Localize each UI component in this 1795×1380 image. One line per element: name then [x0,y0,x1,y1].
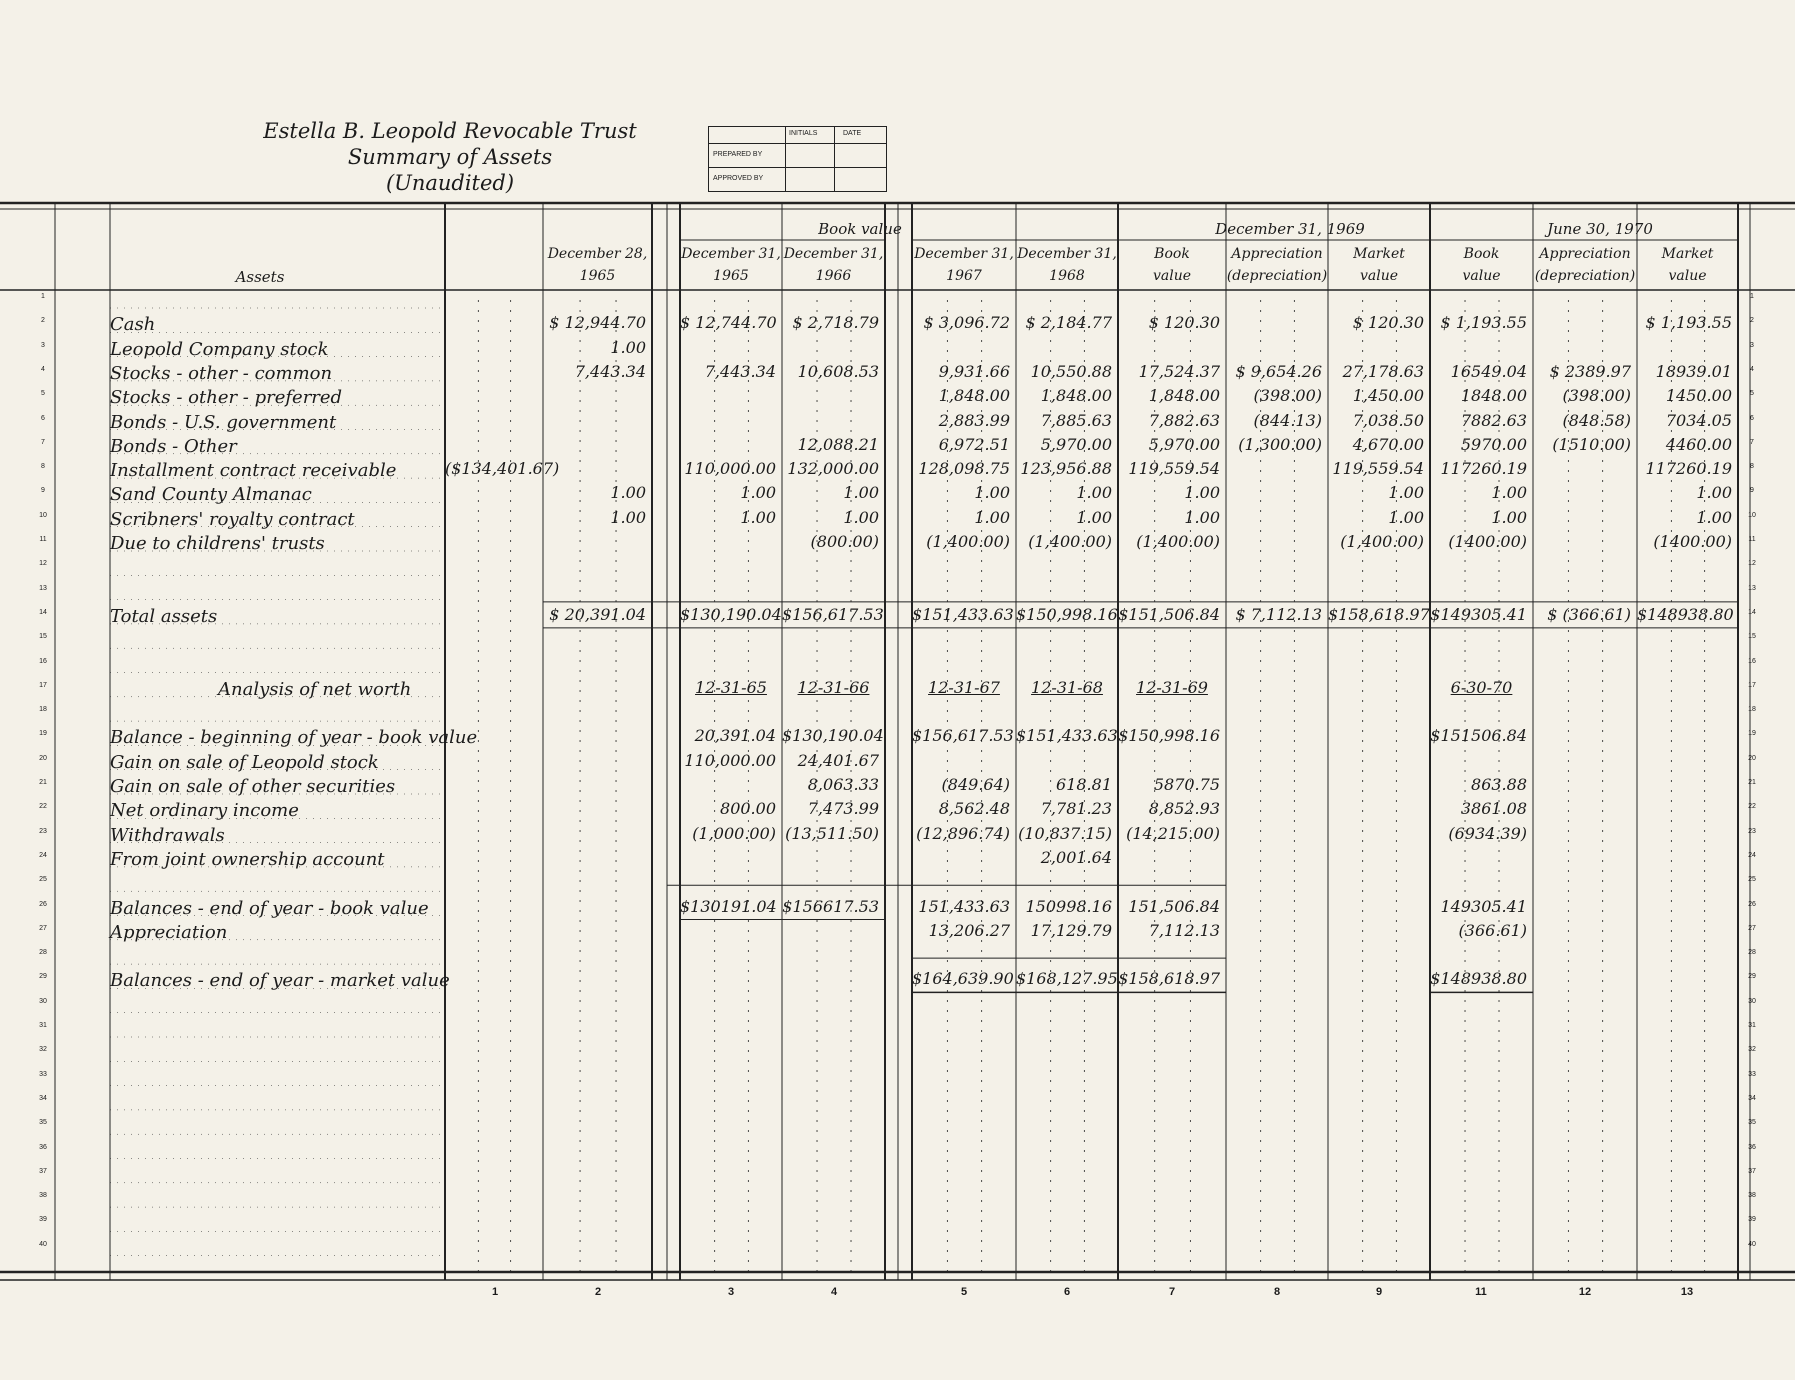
analysis-row-29-c11: $148938.80 [1430,969,1527,989]
asset-row-8-c11: 117260.19 [1440,459,1527,479]
line-number-left: 23 [39,827,47,835]
analysis-row-19-c3: 20,391.04 [694,726,776,746]
analysis-date-c5: 12-31-67 [928,677,1000,697]
line-number-right: 40 [1748,1240,1756,1248]
group-book-value: Book value [818,220,902,238]
approval-prepared-label: PREPARED BY [713,151,763,158]
total-assets-row-c12: $ (366.61) [1547,604,1631,624]
column-number-2: 2 [594,1286,602,1298]
line-number-left: 34 [39,1094,47,1102]
line-number-right: 6 [1750,414,1754,422]
header-c11-line2: value [1462,268,1501,284]
total-assets-row-c4: $156,617.53 [782,604,884,624]
column-number-7: 7 [1168,1286,1176,1298]
header-c13-line2: value [1668,268,1707,284]
line-number-left: 15 [39,633,47,641]
asset-row-10-c13: 1.00 [1696,507,1732,527]
analysis-row-27-c5: 13,206.27 [928,920,1010,940]
analysis-row-29-label: Balances - end of year - market value [110,970,450,992]
column-number-13: 13 [1680,1286,1694,1298]
line-number-left: 4 [41,365,45,373]
column-number-6: 6 [1063,1286,1071,1298]
line-number-right: 10 [1748,511,1756,519]
asset-row-6-c5: 2,883.99 [938,410,1010,430]
line-number-left: 16 [39,657,47,665]
header-c7-line2: value [1152,268,1192,284]
asset-row-9-c6: 1.00 [1076,483,1112,503]
analysis-row-22-c7: 8,852.93 [1148,799,1220,819]
line-number-right: 30 [1748,997,1756,1005]
total-assets-row-c3: $130,190.04 [680,604,782,624]
analysis-row-27-c6: 17,129.79 [1030,920,1112,940]
asset-row-8-c6: 123,956.88 [1020,459,1112,479]
analysis-row-26-c5: 151,433.63 [918,896,1010,916]
line-number-right: 18 [1748,706,1756,714]
analysis-row-22-c5: 8,562.48 [938,799,1010,819]
header-c6-line2: 1968 [1049,268,1085,284]
analysis-date-c11: 6-30-70 [1450,677,1513,697]
line-number-right: 20 [1748,754,1756,762]
asset-row-4-c13: 18939.01 [1655,361,1732,381]
total-assets-row-c8: $ 7,112.13 [1235,604,1322,624]
header-c3-line2: 1965 [713,268,749,284]
analysis-row-29-c5: $164,639.90 [912,969,1014,989]
line-number-left: 7 [41,438,45,446]
line-number-left: 39 [39,1216,47,1224]
line-number-left: 33 [39,1070,47,1078]
asset-row-2-c6: $ 2,184.77 [1025,313,1112,333]
line-number-left: 28 [39,949,47,957]
line-number-left: 2 [41,317,45,325]
analysis-row-26-c11: 149305.41 [1440,896,1527,916]
analysis-row-23-c6: (10,837.15) [1018,823,1112,843]
asset-row-11-c6: (1,400.00) [1028,532,1112,551]
line-number-left: 30 [39,997,47,1005]
line-number-right: 2 [1750,317,1754,325]
line-number-right: 8 [1750,463,1754,471]
analysis-row-26-c3: $130191.04 [680,896,777,916]
analysis-row-26-label: Balances - end of year - book value [110,897,429,919]
line-number-left: 12 [39,560,47,568]
analysis-date-c3: 12-31-65 [695,677,767,697]
analysis-date-c7: 12-31-69 [1136,677,1208,697]
line-number-right: 16 [1748,657,1756,665]
analysis-row-23-c7: (14,215.00) [1126,823,1220,843]
asset-row-4-c12: $ 2389.97 [1549,361,1631,381]
asset-row-7-c12: (1510.00) [1552,434,1631,454]
line-number-left: 6 [41,414,45,422]
title-line-3: (Unaudited) [385,171,515,195]
line-number-right: 29 [1748,973,1756,981]
line-number-right: 34 [1748,1094,1756,1102]
asset-row-7-c13: 4460.00 [1665,434,1732,454]
asset-row-10-label: Scribners' royalty contract [110,508,355,530]
title-line-2: Summary of Assets [347,145,553,169]
analysis-row-20-c4: 24,401.67 [797,750,879,770]
header-c6-line1: December 31, [1017,246,1117,262]
line-number-left: 22 [39,803,47,811]
column-number-5: 5 [960,1286,968,1298]
asset-row-2-c11: $ 1,193.55 [1440,313,1527,333]
asset-row-4-c3: 7,443.34 [704,361,776,381]
column-number-11: 11 [1475,1286,1487,1298]
asset-row-3-label: Leopold Company stock [110,338,329,360]
asset-row-10-c6: 1.00 [1076,507,1112,527]
asset-row-7-label: Bonds - Other [110,435,237,457]
asset-row-2-c3: $ 12,744.70 [680,313,777,333]
line-number-left: 1 [41,293,45,300]
header-c8-line1: Appreciation [1231,246,1323,262]
asset-row-5-c13: 1450.00 [1665,386,1732,406]
asset-row-2-c13: $ 1,193.55 [1645,313,1732,333]
asset-row-7-c4: 12,088.21 [797,434,879,454]
header-c2-line1: December 28, [547,246,648,262]
asset-row-7-c11: 5970.00 [1460,434,1527,454]
line-number-left: 10 [39,511,47,519]
total-assets-row-c13: $148938.80 [1637,604,1734,624]
total-assets-row-c2: $ 20,391.04 [549,604,646,624]
asset-row-4-c7: 17,524.37 [1138,361,1220,381]
header-c5-line2: 1967 [946,268,982,284]
title-line-1: Estella B. Leopold Revocable Trust [263,119,637,143]
header-c12-line2: (depreciation) [1534,268,1636,284]
asset-row-5-c11: 1848.00 [1460,386,1527,406]
asset-row-8-label: Installment contract receivable [110,460,397,482]
analysis-row-29-c7: $158,618.97 [1118,969,1220,989]
header-c8-line2: (depreciation) [1226,268,1328,284]
analysis-row-21-c5: (849.64) [941,775,1010,794]
line-number-right: 5 [1750,390,1754,398]
asset-row-10-c9: 1.00 [1388,507,1424,527]
asset-row-11-c4: (800.00) [810,532,879,551]
asset-row-5-c7: 1,848.00 [1148,386,1220,406]
asset-row-8-c7: 119,559.54 [1128,459,1220,479]
total-assets-row-c6: $150,998.16 [1016,604,1118,624]
analysis-row-26-c4: $156617.53 [782,896,879,916]
analysis-row-24-label: From joint ownership account [110,848,385,870]
analysis-row-21-c11: 863.88 [1471,775,1527,794]
line-number-left: 18 [39,706,47,714]
line-number-left: 26 [39,900,47,908]
line-number-right: 9 [1750,487,1754,495]
asset-row-7-c8: (1,300.00) [1238,434,1322,454]
analysis-row-19-c11: $151506.84 [1430,726,1527,746]
asset-row-9-c5: 1.00 [974,483,1010,503]
asset-row-8-c3: 110,000.00 [684,459,776,479]
asset-row-2-label: Cash [110,314,156,336]
asset-row-11-c13: (1400.00) [1653,532,1732,551]
asset-row-10-c2: 1.00 [610,507,646,527]
asset-row-9-c7: 1.00 [1184,483,1220,503]
line-number-left: 27 [39,924,47,932]
line-number-left: 19 [39,730,47,738]
asset-row-8-c9: 119,559.54 [1332,459,1424,479]
analysis-row-22-c4: 7,473.99 [807,799,879,819]
group-jun-1970: June 30, 1970 [1547,220,1653,238]
analysis-row-26-c7: 151,506.84 [1128,896,1220,916]
asset-row-3-c2: 1.00 [610,337,646,357]
header-c9-line2: value [1359,268,1399,284]
asset-row-11-label: Due to childrens' trusts [110,533,325,554]
asset-row-11-c11: (1400.00) [1448,532,1527,551]
asset-row-6-c13: 7034.05 [1665,410,1732,430]
approval-date-label: DATE [843,130,862,137]
line-number-right: 11 [1748,536,1756,543]
asset-row-6-c9: 7,038.50 [1352,410,1424,430]
line-number-right: 22 [1748,803,1756,811]
asset-row-4-c5: 9,931.66 [938,361,1010,381]
line-number-right: 1 [1750,293,1754,300]
line-number-left: 20 [39,754,47,762]
analysis-row-29-c6: $168,127.95 [1016,969,1118,989]
total-assets-row-c11: $149305.41 [1430,604,1527,624]
column-number-4: 4 [830,1286,838,1298]
analysis-row-26-c6: 150998.16 [1025,896,1112,916]
asset-row-9-c4: 1.00 [843,483,879,503]
asset-row-9-c13: 1.00 [1696,483,1732,503]
line-number-right: 38 [1748,1192,1756,1200]
line-number-left: 21 [39,779,47,786]
asset-row-9-c2: 1.00 [610,483,646,503]
asset-row-5-c5: 1,848.00 [938,386,1010,406]
line-number-left: 8 [41,463,45,471]
asset-row-10-c5: 1.00 [974,507,1010,527]
asset-row-2-c9: $ 120.30 [1352,313,1424,333]
header-c7-line1: Book [1154,246,1190,262]
analysis-row-27-label: Appreciation [110,921,228,943]
column-number-12: 12 [1578,1286,1592,1298]
line-number-right: 15 [1748,633,1756,641]
analysis-row-20-c3: 110,000.00 [684,750,776,770]
line-number-right: 21 [1748,779,1756,786]
line-number-left: 37 [39,1167,47,1175]
asset-row-2-c4: $ 2,718.79 [792,313,879,333]
analysis-row-23-c4: (13,511.50) [785,823,879,843]
analysis-row-27-c7: 7,112.13 [1148,920,1220,940]
line-number-right: 12 [1748,560,1756,568]
analysis-date-c6: 12-31-68 [1031,677,1103,697]
asset-row-4-c9: 27,178.63 [1342,361,1424,381]
analysis-row-20-label: Gain on sale of Leopold stock [110,751,379,773]
asset-row-5-c8: (398.00) [1253,386,1322,406]
asset-row-5-c6: 1,848.00 [1040,386,1112,406]
header-c4-line2: 1966 [815,268,852,284]
asset-row-9-label: Sand County Almanac [110,484,312,506]
analysis-row-24-c6: 2,001.64 [1040,847,1112,867]
asset-row-8-c4: 132,000.00 [787,459,879,479]
line-number-right: 24 [1748,851,1756,859]
analysis-date-c4: 12-31-66 [797,677,870,697]
analysis-row-23-c3: (1,000.00) [692,823,776,843]
asset-row-9-c9: 1.00 [1388,483,1424,503]
line-number-left: 29 [39,973,47,981]
line-number-left: 3 [41,341,45,349]
analysis-row-19-c5: $156,617.53 [912,726,1014,746]
asset-row-10-c11: 1.00 [1491,507,1527,527]
asset-row-9-c3: 1.00 [740,483,776,503]
analysis-row-22-label: Net ordinary income [110,800,299,822]
column-number-8: 8 [1273,1286,1281,1298]
line-number-right: 28 [1748,949,1756,957]
asset-row-10-c7: 1.00 [1184,507,1220,527]
asset-row-2-c2: $ 12,944.70 [549,313,646,333]
analysis-row-19-label: Balance - beginning of year - book value [110,727,478,749]
group-dec-1969: December 31, 1969 [1215,220,1365,238]
line-number-left: 11 [39,536,47,543]
asset-row-10-c3: 1.00 [740,507,776,527]
total-assets-row-c9: $158,618.97 [1328,604,1430,624]
asset-row-4-c2: 7,443.34 [574,361,646,381]
line-number-left: 38 [39,1192,47,1200]
analysis-row-21-c6: 618.81 [1056,775,1112,794]
analysis-row-19-c4: $130,190.04 [782,726,884,746]
asset-row-2-c5: $ 3,096.72 [923,313,1010,333]
analysis-row-21-c4: 8,063.33 [807,775,879,794]
line-number-left: 17 [39,681,47,689]
total-assets-row-label: Total assets [110,605,218,627]
asset-row-7-c9: 4,670.00 [1352,434,1424,454]
line-number-left: 9 [41,487,45,495]
approval-initials-label: INITIALS [789,130,818,137]
asset-row-6-c12: (848.58) [1562,410,1631,430]
approval-approved-label: APPROVED BY [713,175,764,182]
asset-row-8-c5: 128,098.75 [918,459,1010,479]
line-number-right: 39 [1748,1216,1756,1224]
asset-row-11-c5: (1,400.00) [926,532,1010,551]
asset-row-5-c9: 1,450.00 [1352,386,1424,406]
column-number-9: 9 [1375,1286,1383,1298]
line-number-right: 7 [1750,438,1754,446]
analysis-row-21-label: Gain on sale of other securities [110,776,396,797]
analysis-row-27-c11: (366.61) [1458,920,1527,940]
line-number-right: 23 [1748,827,1756,835]
analysis-row-23-c11: (6934.39) [1448,823,1527,843]
analysis-row-22-c11: 3861.08 [1460,799,1527,819]
asset-row-5-label: Stocks - other - preferred [110,387,343,409]
line-number-right: 14 [1748,608,1756,616]
asset-row-8-c13: 117260.19 [1645,459,1732,479]
asset-row-11-c9: (1,400.00) [1340,532,1424,551]
line-number-left: 40 [39,1240,47,1248]
asset-row-11-c7: (1,400.00) [1136,532,1220,551]
line-number-right: 4 [1750,365,1754,373]
asset-row-4-c6: 10,550.88 [1030,361,1112,381]
line-number-left: 31 [39,1022,47,1029]
asset-row-10-c4: 1.00 [843,507,879,527]
total-assets-row-c7: $151,506.84 [1118,604,1220,624]
line-number-right: 33 [1748,1070,1756,1078]
line-number-right: 25 [1748,876,1756,884]
line-number-left: 35 [39,1119,47,1127]
analysis-heading: Analysis of net worth [218,678,412,700]
line-number-left: 13 [39,584,47,592]
header-assets: Assets [235,268,285,286]
analysis-row-23-label: Withdrawals [110,824,225,846]
line-number-left: 24 [39,851,47,859]
header-c4-line1: December 31, [783,246,884,262]
line-number-left: 14 [39,608,47,616]
asset-row-6-c11: 7882.63 [1460,410,1527,430]
asset-row-4-c11: 16549.04 [1450,361,1527,381]
asset-row-8-c1: ($134,401.67) [445,459,560,479]
line-number-right: 37 [1748,1167,1756,1175]
line-number-right: 26 [1748,900,1756,908]
line-number-right: 27 [1748,924,1756,932]
asset-row-4-c4: 10,608.53 [797,361,879,381]
analysis-row-22-c3: 800.00 [720,799,776,819]
analysis-row-19-c6: $151,433.63 [1016,726,1118,746]
total-assets-row-c5: $151,433.63 [912,604,1014,624]
header-c12-line1: Appreciation [1539,246,1631,262]
header-c5-line1: December 31, [914,246,1014,262]
analysis-row-23-c5: (12,896.74) [916,823,1010,843]
header-c13-line1: Market [1661,246,1714,262]
asset-row-4-label: Stocks - other - common [110,362,333,384]
line-number-right: 36 [1748,1143,1756,1151]
asset-row-6-c8: (844.13) [1253,410,1322,430]
line-number-right: 35 [1748,1119,1756,1127]
asset-row-5-c12: (398.00) [1562,386,1631,406]
header-c11-line1: Book [1463,246,1500,262]
asset-row-7-c5: 6,972.51 [938,434,1010,454]
line-number-right: 32 [1748,1046,1756,1054]
asset-row-6-label: Bonds - U.S. government [110,411,337,433]
line-number-left: 5 [41,390,45,398]
asset-row-6-c7: 7,882.63 [1148,410,1220,430]
header-c9-line1: Market [1353,246,1405,262]
line-number-left: 25 [39,876,47,884]
line-number-right: 19 [1748,730,1756,738]
asset-row-2-c7: $ 120.30 [1148,313,1220,333]
line-number-right: 17 [1748,681,1756,689]
line-number-right: 31 [1748,1022,1756,1029]
column-number-3: 3 [727,1286,735,1298]
analysis-row-19-c7: $150,998.16 [1118,726,1220,746]
analysis-row-22-c6: 7,781.23 [1040,799,1112,819]
line-number-left: 36 [39,1143,47,1151]
column-number-1: 1 [491,1286,499,1298]
asset-row-4-c8: $ 9,654.26 [1235,361,1322,381]
header-c3-line1: December 31, [681,246,781,262]
line-number-left: 32 [39,1046,47,1054]
analysis-row-21-c7: 5870.75 [1153,775,1220,794]
line-number-right: 3 [1750,341,1754,349]
asset-row-6-c6: 7,885.63 [1040,410,1112,430]
header-c2-line2: 1965 [579,268,616,284]
asset-row-9-c11: 1.00 [1491,483,1527,503]
line-number-right: 13 [1748,584,1756,592]
asset-row-7-c7: 5,970.00 [1148,434,1220,454]
asset-row-7-c6: 5,970.00 [1040,434,1112,454]
